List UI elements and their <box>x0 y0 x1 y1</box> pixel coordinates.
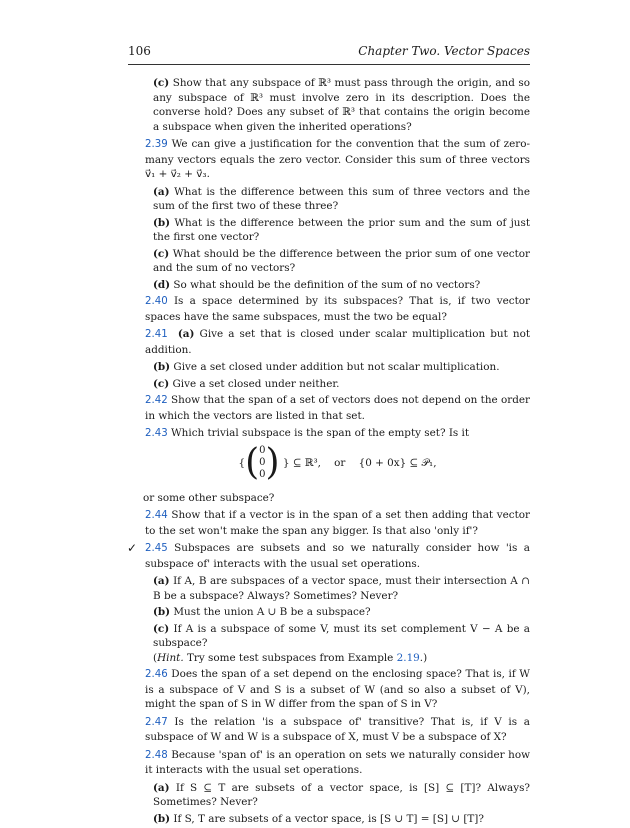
exercise-number[interactable]: 2.44 <box>145 510 168 521</box>
exercise-2-47: 2.47 Is the relation 'is a subspace of' transitive? That is, if V is a subspace of W and W is a subspace of X, must V be a subspace of X? <box>145 715 530 743</box>
exercise-number[interactable]: 2.43 <box>145 428 168 439</box>
exercise-2-48: 2.48 Because 'span of' is an operation on sets we naturally consider how it interacts with the usual set operations. (a) If S ⊆ T are subsets of a vector space, is [S] ⊆ [T]? Always? Sometimes? Never? (b) If S, T are subsets of a vector space, is [S ∪ T] = [S] ∪ [T]? <box>145 748 530 825</box>
part-b: (b) Give a set closed under addition but not scalar multiplication. <box>153 361 500 373</box>
part-c: (c) If A is a subspace of some V, must its set complement V − A be a subspace? (Hint. Try some test subspaces from Example 2.19.) <box>153 622 530 664</box>
exercise-2-40: 2.40 Is a space determined by its subspaces? That is, if two vector spaces have the same subspaces, must the two be equal? <box>145 295 530 323</box>
part-c: (c) What should be the difference between the prior sum of one vector and the sum of no vectors? <box>153 247 530 274</box>
exercise-number[interactable]: 2.45 <box>145 543 168 554</box>
example-link[interactable]: 2.19 <box>396 651 420 664</box>
part-a: (a) If A, B are subspaces of a vector space, must their intersection A ∩ B be a subspace? Always? Sometimes? Never? <box>153 575 530 602</box>
exercise-2-45: ✓ 2.45 Subspaces are subsets and so we naturally consider how 'is a subspace of' interacts with the usual set operations. (a) If A, B are subspaces of a vector space, must their intersection A ∩ B be a subspace? Always? Sometimes? Never? (b) Must the union A ∪ B be a subspace? (c) If A is a subspace of some V, must its set complement V − A be a subspace? (Hint. Try some test subspaces from Example 2.19.) <box>127 541 530 664</box>
part-a: (a) What is the difference between this sum of three vectors and the sum of the first two of these three? <box>153 185 530 212</box>
part-b: (b) If S, T are subsets of a vector space, is [S ∪ T] = [S] ∪ [T]? <box>153 812 484 825</box>
exercise-number[interactable]: 2.48 <box>145 749 168 761</box>
exercise-number[interactable]: 2.42 <box>145 395 168 406</box>
exercise-number[interactable]: 2.39 <box>145 139 168 150</box>
part-c: (c) Give a set closed under neither. <box>153 377 340 390</box>
checkmark-icon: ✓ <box>127 541 138 555</box>
vector-entry: 0 <box>259 456 266 468</box>
vector-entry: 0 <box>259 468 266 480</box>
chapter-title: Chapter Two. Vector Spaces <box>358 44 530 58</box>
exercise-2-46: 2.46 Does the span of a set depend on the enclosing space? That is, if W is a subspace of V and S is a subset of W (and so also a subset of V), might the span of S in W differ from the span of S in V? <box>145 668 530 710</box>
page-header <box>128 44 530 62</box>
exercise-2-44: 2.44 Show that if a vector is in the span of a set then adding that vector to the set won't make the span any bigger. Is that also 'only if'? <box>145 509 530 537</box>
exercise-number[interactable]: 2.40 <box>145 296 168 307</box>
vector-entry: 0 <box>259 444 266 456</box>
exercise-list <box>127 76 531 828</box>
exercise-number[interactable]: 2.41 <box>145 329 168 340</box>
exercise-number[interactable]: 2.47 <box>145 716 168 728</box>
exercise-2-41: 2.41 (a) Give a set that is closed under scalar multiplication but not addition. (b) Give a set closed under addition but not scalar multiplication. (c) Give a set closed under neither. <box>145 328 531 390</box>
page-number: 106 <box>128 44 151 58</box>
header-rule <box>128 64 530 65</box>
display-equation: {(0 0 0) } ⊆ ℝ³, or {0 + 0x} ⊆ 𝒫₁, <box>238 441 437 483</box>
exercise-2-39: 2.39 We can give a justification for the convention that the sum of zero-many vectors equals the zero vector. Consider this sum of three vectors v⃗₁ + v⃗₂ + v⃗₃. (a) What is the difference between this sum of three vectors and the sum of the first two of these three? (b) What is the difference between the prior sum and the sum of just the first one vector? (c) What should be the difference between the prior sum of one vector and the sum of no vectors? (d) So what should be the definition of the sum of no vectors? <box>145 138 530 291</box>
exercise-number[interactable]: 2.46 <box>145 669 168 680</box>
exercise-2-42: 2.42 Show that the span of a set of vectors does not depend on the order in which the vectors are listed in that set. <box>145 394 530 422</box>
exercise-2-43: 2.43 Which trivial subspace is the span of the empty set? Is it {(0 0 0) } ⊆ ℝ³, or {0 + 0x} ⊆ 𝒫₁, or some other subspace? <box>145 426 530 505</box>
part-b: (b) Must the union A ∪ B be a subspace? <box>153 606 371 618</box>
exercise-2-38-c: (c) Show that any subspace of ℝ³ must pass through the origin, and so any subspace of ℝ³ must involve zero in its description. Does the converse hold? Does any subset of ℝ³ that contains the origin become a subspace when given the inherited operations? <box>153 77 530 133</box>
part-b: (b) What is the difference between the prior sum and the sum of just the first one vector? <box>153 216 530 243</box>
part-d: (d) So what should be the definition of the sum of no vectors? <box>153 278 481 291</box>
part-a: (a) If S ⊆ T are subsets of a vector space, is [S] ⊆ [T]? Always? Sometimes? Never? <box>153 781 530 808</box>
